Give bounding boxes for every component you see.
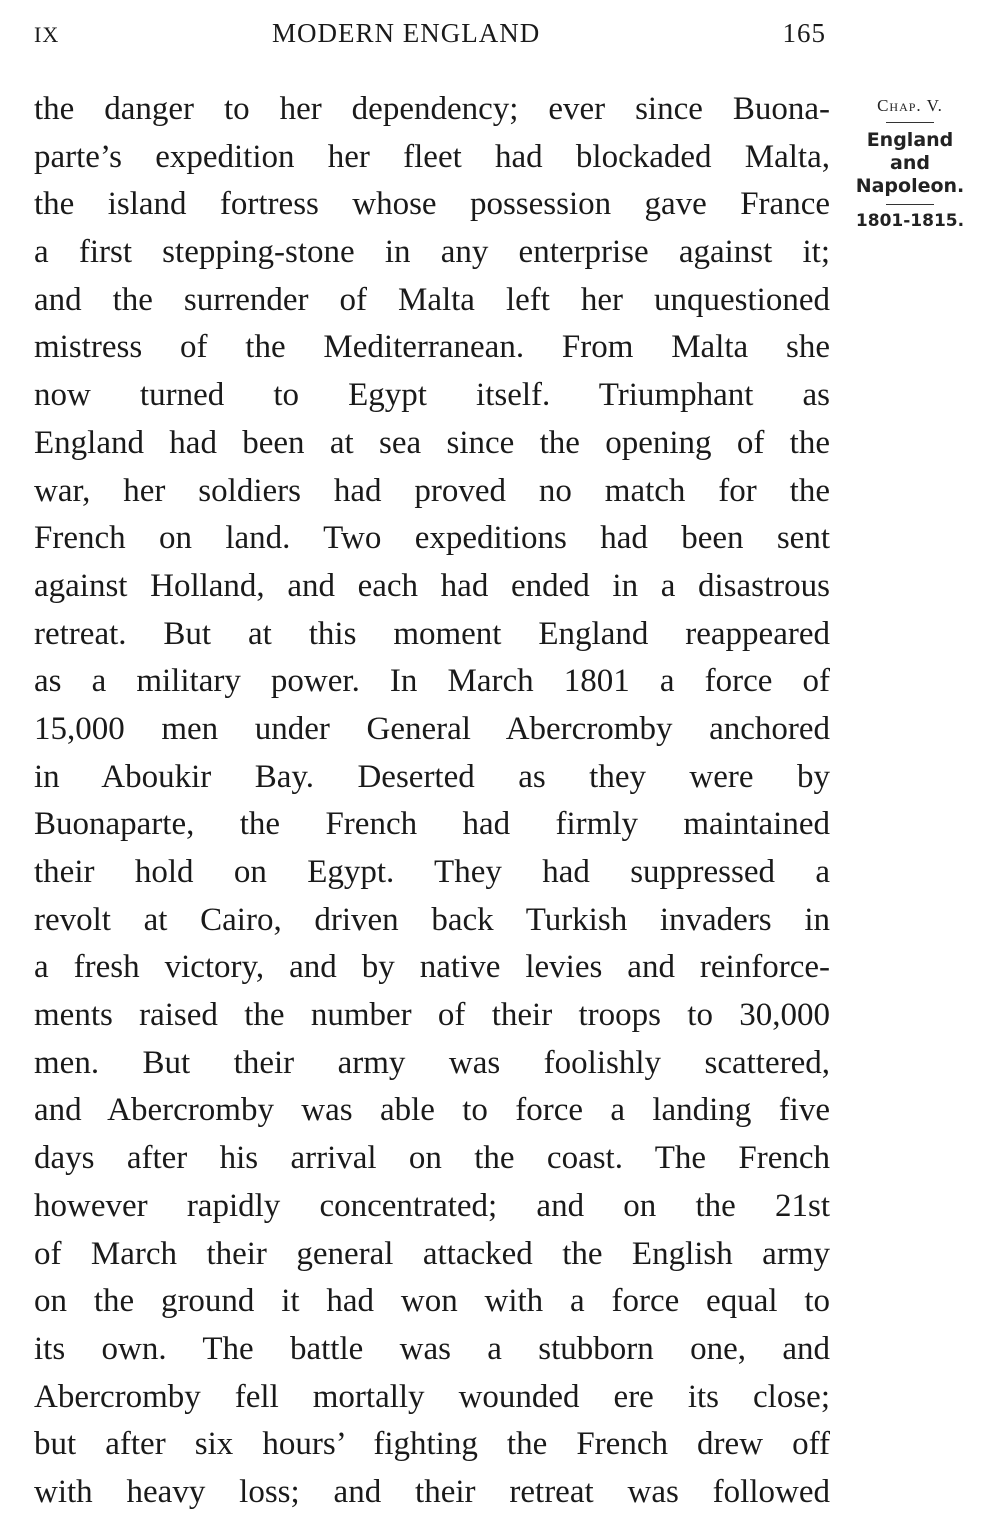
chapter-numeral: IX bbox=[34, 22, 60, 47]
margin-chapter-label: Chap. V. bbox=[877, 96, 943, 115]
text-line: 15,000 men under General Abercromby anchored bbox=[34, 710, 830, 747]
text-line: as a military power. In March 1801 a force of bbox=[34, 663, 830, 700]
text-line: Abercromby fell mortally wounded ere its close; bbox=[34, 1378, 830, 1415]
text-line: mistress of the Mediterranean. From Malta she bbox=[34, 329, 830, 366]
running-head bbox=[34, 18, 830, 54]
body-text bbox=[34, 86, 830, 1517]
text-line: a first stepping-stone in any enterprise against it; bbox=[34, 234, 830, 271]
text-line: with heavy loss; and their retreat was followed bbox=[34, 1473, 830, 1510]
text-line: the danger to her dependency; ever since Buona- bbox=[34, 91, 830, 127]
text-line: war, her soldiers had proved no match for the bbox=[34, 472, 830, 509]
text-line: however rapidly concentrated; and on the 21st bbox=[34, 1187, 830, 1224]
text-line: their hold on Egypt. They had suppressed a bbox=[34, 854, 830, 890]
text-line: men. But their army was foolishly scattered, bbox=[34, 1044, 830, 1081]
margin-rule bbox=[886, 204, 934, 205]
text-line: ments raised the number of their troops to 30,000 bbox=[34, 997, 830, 1034]
text-line: now turned to Egypt itself. Triumphant as bbox=[34, 377, 830, 414]
margin-topic-line: and bbox=[890, 152, 930, 174]
text-line: a fresh victory, and by native levies and reinforce- bbox=[34, 949, 830, 986]
text-line: the island fortress whose possession gave France bbox=[34, 186, 830, 223]
text-line: Buonaparte, the French had firmly maintained bbox=[34, 806, 830, 843]
text-line: England had been at sea since the opening of the bbox=[34, 424, 830, 461]
text-line: and the surrender of Malta left her unquestioned bbox=[34, 281, 830, 318]
margin-dates: 1801-1815. bbox=[855, 211, 965, 231]
margin-topic-line: England bbox=[866, 129, 954, 151]
text-line: against Holland, and each had ended in a disastrous bbox=[34, 567, 830, 604]
text-line: French on land. Two expeditions had been sent bbox=[34, 520, 830, 557]
text-line: on the ground it had won with a force equal to bbox=[34, 1283, 830, 1320]
text-line: days after his arrival on the coast. The French bbox=[34, 1140, 830, 1177]
margin-rule bbox=[886, 122, 934, 123]
text-line: parte’s expedition her fleet had blockaded Malta, bbox=[34, 138, 830, 175]
page-number: 165 bbox=[782, 18, 826, 48]
text-line: its own. The battle was a stubborn one, and bbox=[34, 1330, 830, 1367]
text-line: in Aboukir Bay. Deserted as they were by bbox=[34, 758, 830, 795]
text-line: revolt at Cairo, driven back Turkish invaders in bbox=[34, 901, 830, 938]
margin-note bbox=[848, 96, 972, 231]
text-line: but after six hours’ fighting the French drew off bbox=[34, 1426, 830, 1463]
margin-topic-line: Napoleon. bbox=[855, 175, 965, 197]
book-title: MODERN ENGLAND bbox=[272, 18, 541, 48]
text-line: of March their general attacked the English army bbox=[34, 1235, 830, 1272]
text-line: retreat. But at this moment England reappeared bbox=[34, 615, 830, 652]
text-line: and Abercromby was able to force a landing five bbox=[34, 1092, 830, 1129]
